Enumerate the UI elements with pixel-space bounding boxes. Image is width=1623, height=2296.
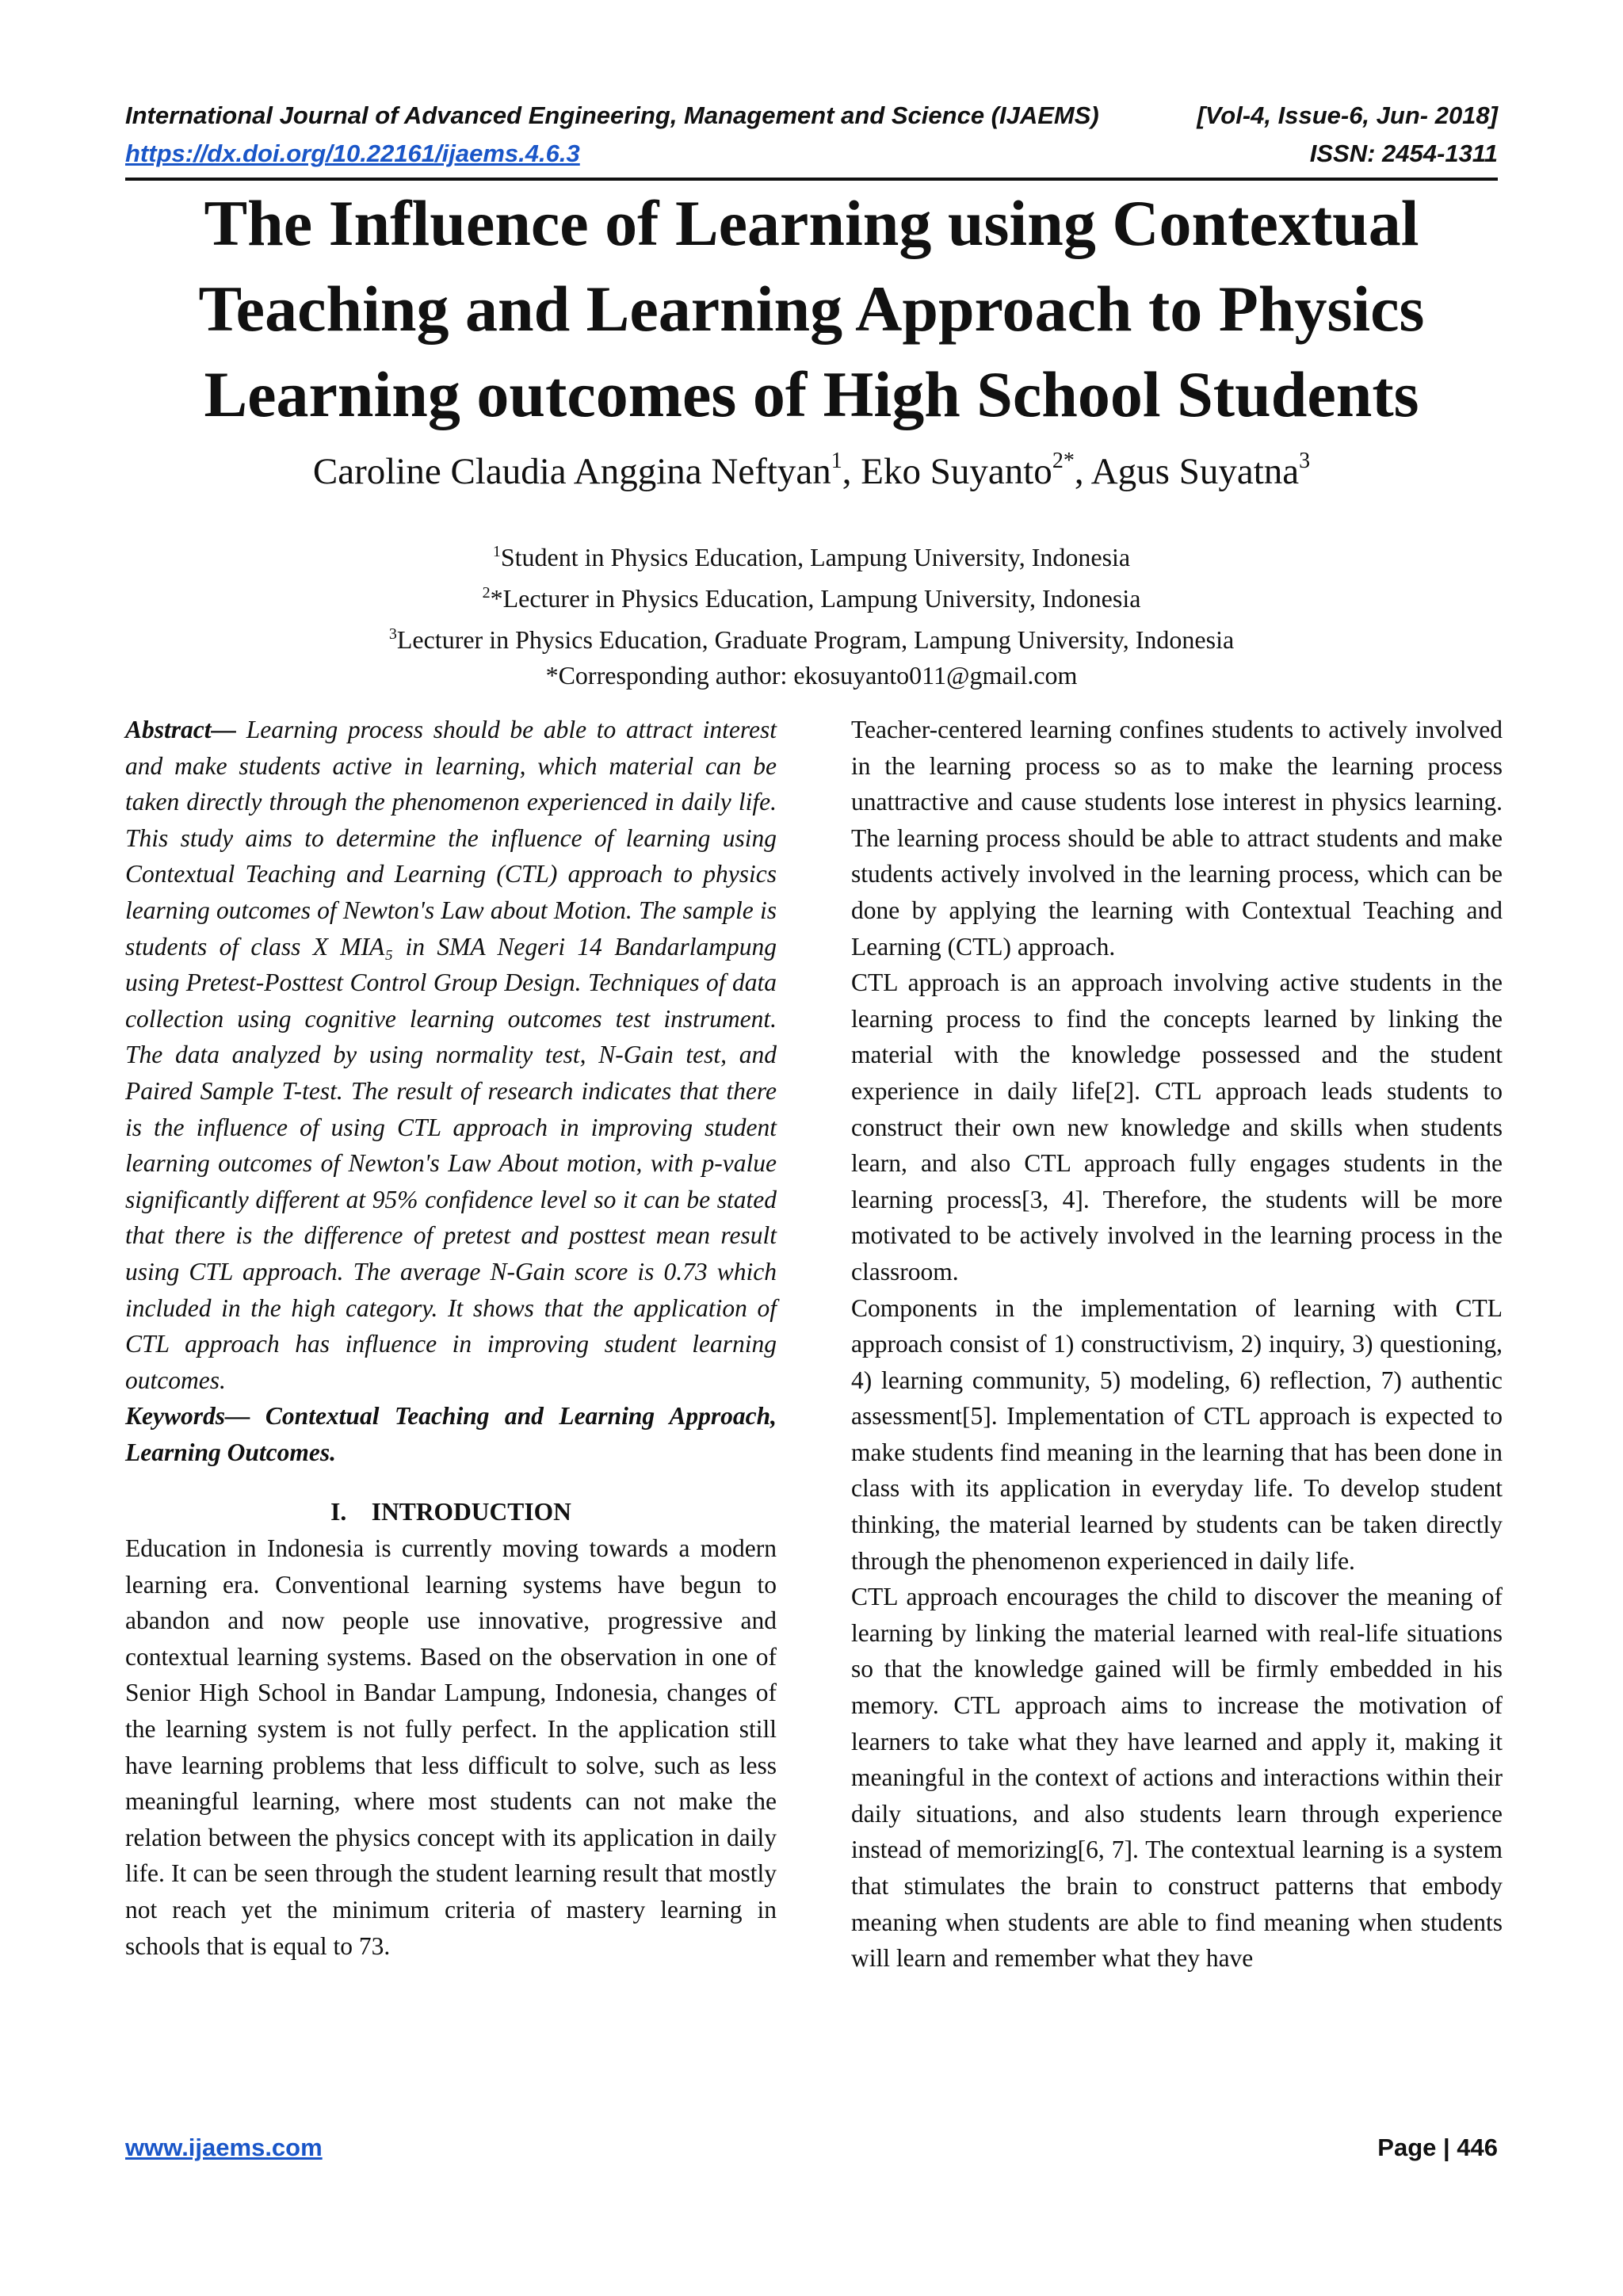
corresponding-author: *Corresponding author: ekosuyanto011@gmail.com [545,661,1078,690]
paragraph: CTL approach is an approach involving active students in the learning process to find the concepts learned by linking the material with the knowledge possessed and the student experience in daily life[2]. CTL approach leads students to construct their own new knowledge and skills when students learn, and also CTL approach fully engages students in the learning process[3, 4]. Therefore, the students will be more motivated to be actively involved in the learning process in the classroom. [851,968,1503,1286]
title-line-1: The Influence of Learning using Contextual [204,187,1419,259]
website-link[interactable]: www.ijaems.com [125,2134,323,2161]
keywords-text: Contextual Teaching and Learning Approach, Learning Outcomes. [125,1402,777,1466]
issn: ISSN: 2454-1311 [1309,139,1498,167]
abstract-label: Abstract— [125,716,237,743]
author: Agus Suyatna$^3$ [1090,449,1311,492]
abstract [125,712,777,1398]
page-number: Page | 446 [1377,2134,1498,2161]
paragraph: CTL approach encourages the child to discover the meaning of learning by linking the material learned with real-life situations so that the knowledge gained will be firmly embedded in his memory. CTL approach aims to increase the motivation of learners to take what they have learned and apply it, making it meaningful in the context of actions and interactions within their daily situations, and also students learn through experience instead of memorizing[6, 7]. The contextual learning is a system that stimulates the brain to construct patterns that embody meaning when students are able to find meaning when students will learn and remember what they have [851,1583,1503,1973]
affiliation: $^1$Student in Physics Education, Lampung University, Indonesia [492,543,1131,571]
volume-info: [Vol-4, Issue-6, Jun- 2018] [1197,101,1498,129]
affiliation: $^3$Lecturer in Physics Education, Graduate Program, Lampung University, Indonesia [388,625,1235,654]
paper-title [125,181,1498,437]
paragraph: Components in the implementation of learning with CTL approach consist of 1) constructivism, 2) inquiry, 3) questioning, 4) learning community, 5) modeling, 6) reflection, 7) authentic assessment[5]. Implementation of CTL approach is expected to make students find meaning in the learning that has been done in class with its application in everyday life. To develop student thinking, the material learned by students can be taken directly through the phenomenon experienced in daily life. [851,1293,1503,1575]
author: Eko Suyanto$^{2*}$, [861,449,1091,492]
doi-link[interactable]: https://dx.doi.org/10.22161/ijaems.4.6.3 [125,139,580,167]
author: Caroline Claudia Anggina Neftyan$^1$, [312,449,861,492]
author-list [125,437,1498,495]
running-header [125,101,1498,133]
affiliations [125,534,1498,693]
keywords [125,1398,777,1470]
abstract-text: Learning process should be able to attract interest and make students active in learning, which material can be taken directly through the phenomenon experienced in daily life. This study aims to determine the influence of learning using Contextual Teaching and Learning (CTL) approach to physics learning outcomes of Newton's Law about Motion. The sample is students of class X MIA₅ in SMA Negeri 14 Bandarlampung using Pretest-Posttest Control Group Design. Techniques of data collection using cognitive learning outcomes test instrument. The data analyzed by using normality test, N-Gain test, and Paired Sample T-test. The result of research indicates that there is the influence of using CTL approach in improving student learning outcomes of Newton's Law About motion, with p-value significantly different at 95% confidence level so it can be stated that there is the difference of pretest and posttest mean result using CTL approach. The average N-Gain score is 0.73 which included in the high category. It shows that the application of CTL approach has influence in improving student learning outcomes. [125,716,777,1394]
keywords-label: Keywords— [125,1402,250,1431]
section-heading: I. INTRODUCTION [330,1498,571,1526]
right-column [851,712,1503,1977]
paragraph: Education in Indonesia is currently moving towards a modern learning era. Conventional learning systems have begun to abandon and now people use innovative, progressive and contextual learning systems. Based on the observation in one of Senior High School in Bandar Lampung, Indonesia, changes of the learning system is not fully perfect. In the application still have learning problems that less difficult to solve, such as less meaningful learning, where most students can not make the relation between the physics concept with its application in daily life. It can be seen through the student learning result that mostly not reach yet the minimum criteria of mastery learning in schools that is equal to 73. [125,1534,777,1960]
title-line-2: Teaching and Learning Approach to Physics [198,273,1425,345]
journal-name: International Journal of Advanced Engineering, Management and Science (IJAEMS) [125,101,1099,129]
title-line-3: Learning outcomes of High School Students [204,358,1419,430]
doi-header [125,139,1498,171]
paragraph: Teacher-centered learning confines students to actively involved in the learning process so as to make the learning process unattractive and cause students lose interest in physics learning. The learning process should be able to attract students and make students actively involved in the learning process, which can be done by applying the learning with Contextual Teaching and Learning (CTL) approach. [851,716,1503,961]
affiliation: $^2$*Lecturer in Physics Education, Lampung University, Indonesia [482,584,1141,613]
left-column [125,712,777,1964]
